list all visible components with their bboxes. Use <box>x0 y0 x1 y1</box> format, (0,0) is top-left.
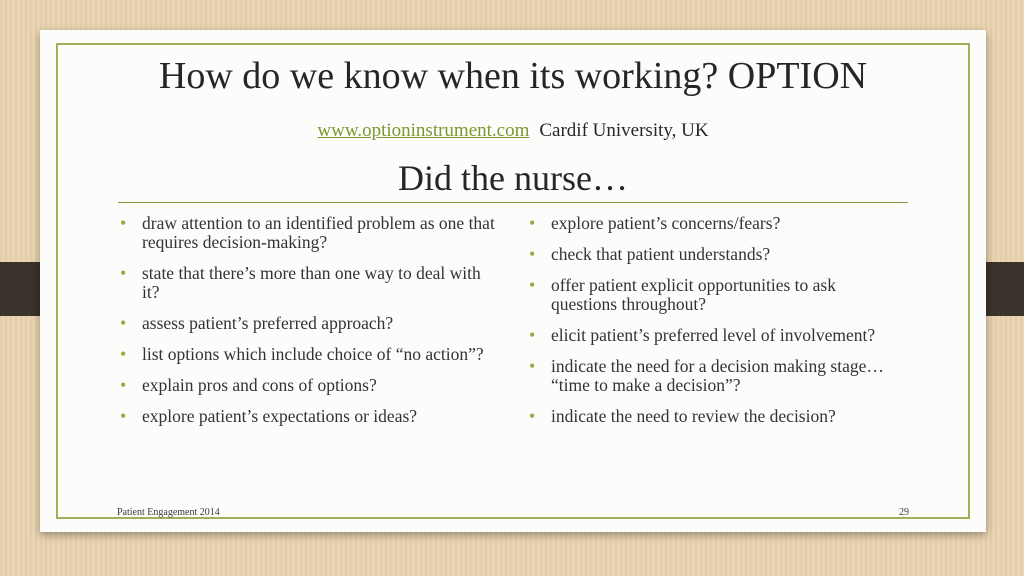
list-item-text: explain pros and cons of options? <box>142 375 377 395</box>
list-item <box>529 276 904 314</box>
bullet-icon: • <box>120 263 127 283</box>
left-bullet-list <box>120 214 500 438</box>
list-item <box>529 214 904 233</box>
bullet-icon: • <box>529 244 536 264</box>
footer-label: Patient Engagement 2014 <box>117 507 220 518</box>
list-item <box>120 376 500 395</box>
list-item <box>120 407 500 426</box>
bullet-icon: • <box>529 325 536 345</box>
source-line <box>40 119 986 143</box>
list-item <box>529 245 904 264</box>
bullet-icon: • <box>529 356 536 376</box>
slide-title: How do we know when its working? OPTION <box>158 55 868 97</box>
list-item-text: elicit patient’s preferred level of involvement? <box>551 325 876 345</box>
list-item <box>529 357 904 395</box>
slide <box>40 30 986 532</box>
list-item-text: check that patient understands? <box>551 244 771 264</box>
bullet-icon: • <box>120 406 127 426</box>
list-item <box>529 326 904 345</box>
list-item <box>120 314 500 333</box>
bullet-icon: • <box>120 344 127 364</box>
bullet-icon: • <box>529 275 536 295</box>
bullet-icon: • <box>529 213 536 233</box>
list-item-text: list options which include choice of “no action”? <box>142 344 484 364</box>
slide-subtitle: Did the nurse… <box>398 158 628 198</box>
affiliation: Cardif University, UK <box>539 120 709 141</box>
bullet-icon: • <box>120 213 127 233</box>
divider-line <box>118 202 908 203</box>
list-item-text: explore patient’s concerns/fears? <box>551 213 781 233</box>
right-bullet-list <box>529 214 904 438</box>
list-item-text: offer patient explicit opportunities to ask questions throughout? <box>551 275 836 314</box>
list-item-text: draw attention to an identified problem as one that requires decision-making? <box>142 213 495 252</box>
list-item <box>120 345 500 364</box>
list-item-text: state that there’s more than one way to deal with it? <box>142 263 481 302</box>
list-item <box>120 214 500 252</box>
list-item <box>120 264 500 302</box>
list-item-text: explore patient’s expectations or ideas? <box>142 406 418 426</box>
bullet-icon: • <box>529 406 536 426</box>
bullet-icon: • <box>120 375 127 395</box>
list-item-text: indicate the need for a decision making stage… “time to make a decision”? <box>551 356 884 395</box>
list-item-text: indicate the need to review the decision? <box>551 406 836 426</box>
slide-number: 29 <box>899 507 909 518</box>
list-item <box>529 407 904 426</box>
option-instrument-link[interactable]: www.optioninstrument.com <box>317 120 530 141</box>
list-item-text: assess patient’s preferred approach? <box>142 313 394 333</box>
bullet-icon: • <box>120 313 127 333</box>
